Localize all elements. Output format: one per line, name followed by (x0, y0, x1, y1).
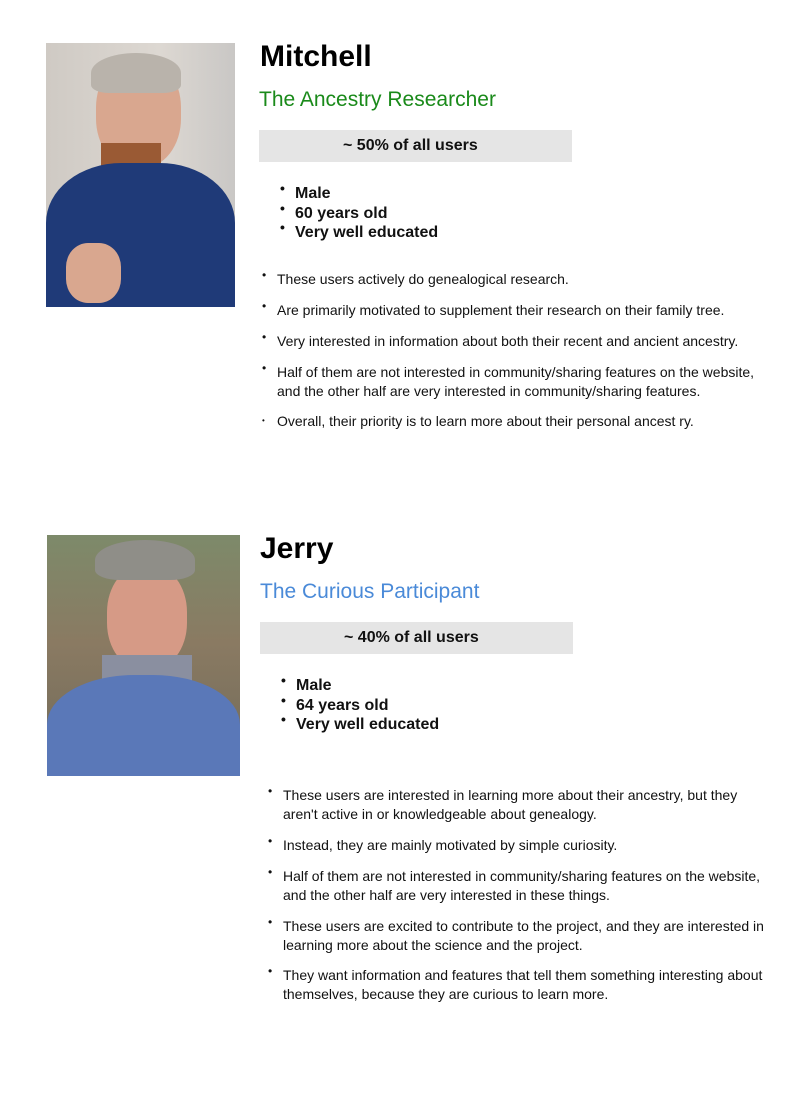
trait-item: • These users actively do genealogical research. (262, 268, 569, 287)
demographic-item: • 64 years old (281, 692, 389, 714)
persona-name: Mitchell (260, 40, 372, 73)
user-share-text: ~ 50% of all users (343, 137, 478, 154)
user-share-text: ~ 40% of all users (344, 629, 479, 646)
persona-title: The Ancestry Researcher (259, 88, 496, 111)
trait-item: • Overall, their priority is to learn more about their personal ancest ry. (262, 413, 694, 429)
demographic-item: • Very well educated (280, 219, 439, 241)
trait-item: • Very interested in information about both their recent and ancient ancestry. (262, 330, 739, 349)
persona-photo-jerry (47, 535, 240, 776)
trait-item: • Half of them are not interested in community/sharing features on the website, and the other half are very interested in these things. (268, 865, 761, 903)
trait-item: • These users are interested in learning more about their ancestry, but they aren't active in or knowledgeable about genealogy. (268, 784, 738, 822)
trait-item: • Are primarily motivated to supplement their research on their family tree. (262, 299, 725, 318)
trait-item: • These users are excited to contribute to the project, and they are interested in learning more about the science and the project. (268, 915, 764, 953)
persona-photo-mitchell (46, 43, 235, 307)
persona-name: Jerry (260, 532, 334, 565)
user-share-banner (260, 622, 573, 654)
persona-title: The Curious Participant (260, 580, 480, 603)
demographic-item: • 60 years old (280, 200, 388, 222)
demographic-item: • Male (280, 180, 331, 202)
trait-item: • Half of them are not interested in community/sharing features on the website, and the other half are very interested in community/sharing features. (262, 361, 755, 399)
user-share-banner (259, 130, 572, 162)
demographic-item: • Male (281, 672, 332, 694)
demographic-item: • Very well educated (281, 711, 440, 733)
trait-item: • Instead, they are mainly motivated by simple curiosity. (268, 834, 618, 853)
trait-item: • They want information and features that tell them something interesting about themselves, because they are curious to learn more. (268, 964, 763, 1002)
